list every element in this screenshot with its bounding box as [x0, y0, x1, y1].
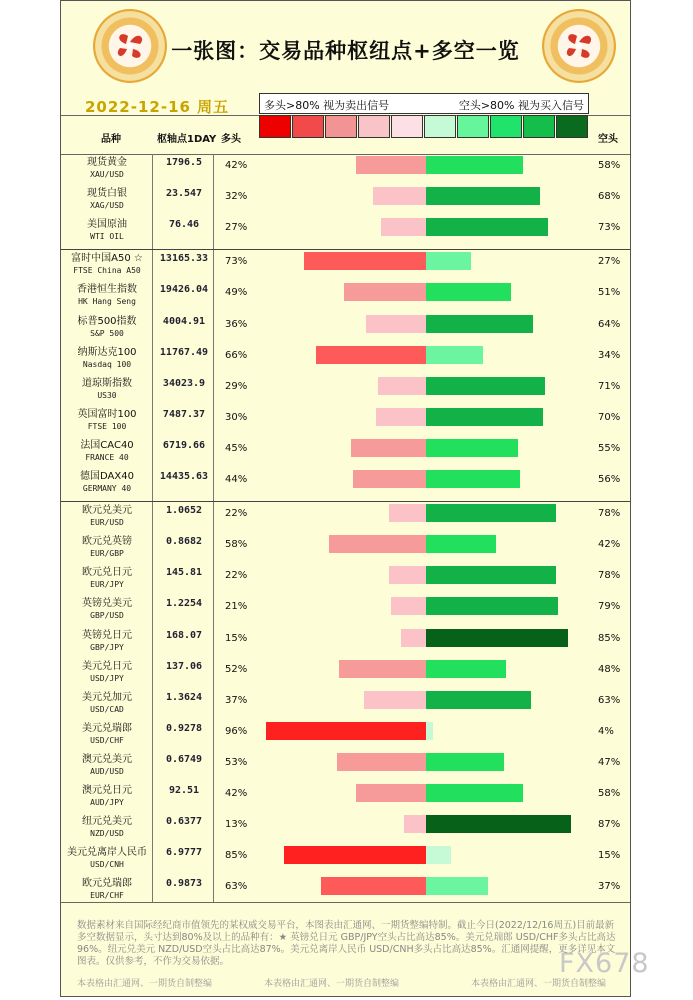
- instrument-code: GBP/USD: [90, 611, 124, 621]
- instrument-name: [65, 440, 149, 464]
- bear-bar: [426, 252, 471, 270]
- bear-bar: [426, 815, 571, 833]
- bull-bar: [353, 470, 426, 488]
- instrument-name: [65, 754, 149, 778]
- table-row: [61, 752, 632, 783]
- bear-bar: [426, 691, 531, 709]
- bull-percent-label: 27%: [225, 222, 248, 234]
- instrument-cn: 澳元兑日元: [82, 785, 132, 796]
- instrument-code: XAG/USD: [90, 201, 124, 211]
- divider: [61, 902, 630, 903]
- group-divider: [61, 249, 630, 250]
- pivot-value: 168.07: [165, 629, 203, 641]
- instrument-cn: 美国原油: [87, 219, 127, 231]
- instrument-cn: 美元兑离岸人民币: [67, 847, 147, 859]
- bear-bar: [426, 877, 488, 895]
- bear-bar: [426, 156, 523, 174]
- pivot-value: 4004.91: [162, 315, 206, 327]
- bear-bar: [426, 566, 556, 584]
- pivot-value: 0.9278: [165, 722, 203, 734]
- bull-percent-label: 73%: [225, 256, 248, 268]
- bull-percent-label: 32%: [225, 191, 248, 203]
- instrument-cn: 现货黄金: [87, 157, 127, 168]
- instrument-name: [65, 157, 149, 181]
- bull-bar: [376, 408, 426, 426]
- table-row: [61, 628, 632, 659]
- instrument-code: FTSE China A50: [73, 266, 141, 276]
- report-date: 2022-12-16 周五: [85, 98, 230, 116]
- instrument-cn: 英镑兑美元: [82, 598, 132, 610]
- bear-bar: [426, 597, 558, 615]
- instrument-name: [65, 505, 149, 529]
- instrument-code: S&P 500: [90, 328, 124, 338]
- table-row: [61, 534, 632, 565]
- credit-3: 本表格由汇通网、一期货自制整编: [471, 979, 607, 989]
- instrument-code: US30: [97, 390, 117, 400]
- pivot-value: 0.6377: [165, 816, 203, 828]
- instrument-name: [65, 816, 149, 840]
- instrument-code: AUD/JPY: [90, 798, 124, 807]
- instrument-name: [65, 188, 149, 212]
- instrument-code: HK Hang Seng: [78, 297, 136, 307]
- pivot-value: 34023.9: [162, 377, 206, 389]
- bear-percent-label: 42%: [598, 539, 621, 551]
- bull-percent-label: 15%: [225, 632, 248, 644]
- instrument-cn: 美元兑瑞郎: [82, 722, 132, 734]
- credit-1: 本表格由汇通网、一期货自制整编: [77, 979, 213, 989]
- bear-bar: [426, 504, 556, 522]
- table-row: [61, 251, 632, 282]
- pivot-value: 137.06: [165, 660, 203, 672]
- instrument-cn: 美元兑日元: [82, 660, 132, 672]
- instrument-code: XAU/USD: [90, 170, 124, 179]
- pivot-value: 6.9777: [165, 847, 203, 859]
- legend-bull-text: 多头>80% 视为卖出信号: [264, 99, 390, 112]
- bull-percent-label: 53%: [225, 756, 248, 768]
- bear-percent-label: 58%: [598, 788, 621, 799]
- bear-percent-label: 34%: [598, 349, 621, 361]
- instrument-cn: 富时中国A50 ☆: [71, 253, 143, 265]
- pivot-value: 145.81: [165, 567, 203, 579]
- instrument-code: AUD/USD: [90, 766, 124, 776]
- header-bull: 多头: [221, 134, 241, 145]
- bear-percent-label: 70%: [598, 411, 621, 423]
- pivot-value: 76.46: [168, 219, 200, 231]
- bull-percent-label: 49%: [225, 287, 248, 299]
- bull-percent-label: 63%: [225, 881, 248, 893]
- bear-bar: [426, 408, 543, 426]
- instrument-cn: 纳斯达克100: [77, 346, 137, 358]
- bull-bar: [304, 252, 426, 270]
- bear-bar: [426, 315, 533, 333]
- table-row: [61, 314, 632, 345]
- chart-title: 一张图：交易品种枢纽点+多空一览: [171, 39, 520, 63]
- instrument-name: [65, 785, 149, 809]
- bull-bar: [366, 315, 426, 333]
- signal-legend: [259, 93, 589, 114]
- instrument-name: [65, 471, 149, 495]
- instrument-code: USD/JPY: [90, 673, 124, 683]
- pivot-value: 23.547: [165, 188, 203, 200]
- scale-cell: [358, 115, 390, 138]
- legend-bear-text: 空头>80% 视为买入信号: [458, 99, 584, 112]
- bull-percent-label: 22%: [225, 508, 248, 520]
- table-row: [61, 186, 632, 217]
- bull-bar: [381, 218, 426, 236]
- bear-percent-label: 55%: [598, 442, 621, 454]
- bear-bar: [426, 535, 496, 553]
- bear-bar: [426, 722, 433, 740]
- instrument-cn: 道琼斯指数: [82, 377, 132, 389]
- bear-bar: [426, 784, 523, 802]
- bull-bar: [389, 504, 426, 522]
- instrument-cn: 香港恒生指数: [77, 284, 137, 296]
- instrument-code: WTI OIL: [90, 232, 124, 242]
- bear-percent-label: 71%: [598, 380, 621, 392]
- bear-percent-label: 27%: [598, 256, 621, 268]
- table-row: [61, 659, 632, 690]
- pivot-value: 13165.33: [159, 253, 209, 265]
- bull-bar: [266, 722, 426, 740]
- instrument-cn: 英国富时100: [77, 408, 137, 420]
- instrument-code: EUR/USD: [90, 518, 124, 528]
- bear-percent-label: 85%: [598, 632, 621, 644]
- instrument-cn: 标普500指数: [77, 315, 137, 327]
- pivot-value: 7487.37: [162, 408, 206, 420]
- scale-cell: [523, 115, 555, 138]
- instrument-code: GBP/JPY: [90, 642, 124, 652]
- group-divider: [61, 501, 630, 502]
- scale-cell: [325, 115, 357, 138]
- bear-percent-label: 78%: [598, 508, 621, 520]
- bull-bar: [337, 753, 426, 771]
- table-row: [61, 282, 632, 313]
- table-row: [61, 155, 632, 186]
- instrument-cn: 德国DAX40: [80, 471, 134, 482]
- bull-percent-label: 58%: [225, 539, 248, 551]
- bear-percent-label: 68%: [598, 191, 621, 203]
- table-row: [61, 596, 632, 627]
- instrument-name: [65, 253, 149, 277]
- instrument-code: EUR/CHF: [90, 891, 124, 901]
- instrument-name: [65, 692, 149, 716]
- instrument-code: FRANCE 40: [85, 452, 129, 462]
- instrument-cn: 欧元兑英镑: [82, 536, 132, 548]
- instrument-name: [65, 536, 149, 560]
- bull-bar: [391, 597, 426, 615]
- bear-percent-label: 78%: [598, 570, 621, 582]
- bull-percent-label: 96%: [225, 725, 248, 737]
- bull-percent-label: 21%: [225, 601, 248, 613]
- bear-bar: [426, 439, 518, 457]
- bull-bar: [364, 691, 426, 709]
- pivot-value: 1.2254: [165, 598, 203, 610]
- instrument-cn: 现货白银: [87, 188, 127, 200]
- bear-bar: [426, 629, 568, 647]
- bear-percent-label: 48%: [598, 663, 621, 675]
- chart-card: [60, 0, 631, 997]
- bull-bar: [356, 156, 426, 174]
- instrument-code: EUR/JPY: [90, 580, 124, 590]
- table-row: [61, 721, 632, 752]
- instrument-code: FTSE 100: [87, 421, 127, 431]
- pivot-value: 0.6749: [165, 753, 203, 765]
- bull-bar: [356, 784, 426, 802]
- bull-bar: [344, 283, 426, 301]
- instrument-code: NZD/USD: [90, 829, 124, 839]
- instrument-name: [65, 567, 149, 591]
- instrument-code: USD/CNH: [90, 860, 124, 870]
- bull-percent-label: 45%: [225, 442, 248, 454]
- bull-percent-label: 29%: [225, 380, 248, 392]
- table-row: [61, 345, 632, 376]
- scale-cell: [556, 115, 588, 138]
- pivot-value: 0.9873: [165, 878, 203, 890]
- color-scale: [259, 115, 589, 139]
- scale-cell: [457, 115, 489, 138]
- pivot-value: 0.8682: [165, 536, 203, 548]
- instrument-name: [65, 847, 149, 871]
- bull-percent-label: 37%: [225, 694, 248, 706]
- bull-bar: [389, 566, 426, 584]
- bear-percent-label: 51%: [598, 287, 621, 299]
- pivot-value: 1.0652: [165, 505, 203, 517]
- instrument-name: [65, 630, 149, 654]
- instrument-name: [65, 219, 149, 243]
- instrument-name: [65, 316, 149, 340]
- instrument-cn: 欧元兑美元: [82, 505, 132, 517]
- header-pivot: 枢轴点1DAY: [157, 134, 217, 145]
- header-bear: 空头: [598, 134, 618, 145]
- bear-percent-label: 64%: [598, 318, 621, 330]
- bull-percent-label: 42%: [225, 160, 248, 171]
- bull-bar: [401, 629, 426, 647]
- instrument-cn: 美元兑加元: [82, 691, 132, 703]
- bear-bar: [426, 846, 451, 864]
- table-row: [61, 376, 632, 407]
- table-row: [61, 690, 632, 721]
- bear-percent-label: 63%: [598, 694, 621, 706]
- instrument-name: [65, 723, 149, 747]
- scale-cell: [490, 115, 522, 138]
- bull-bar: [339, 660, 426, 678]
- pivot-value: 92.51: [168, 785, 200, 796]
- credit-2: 本表格由汇通网、一期货自制整编: [264, 979, 400, 989]
- bull-bar: [373, 187, 426, 205]
- instrument-code: USD/CHF: [90, 735, 124, 745]
- instrument-name: [65, 878, 149, 902]
- instrument-cn: 欧元兑瑞郎: [82, 878, 132, 890]
- instrument-cn: 澳元兑美元: [82, 753, 132, 765]
- table-row: [61, 814, 632, 845]
- bull-percent-label: 36%: [225, 318, 248, 330]
- instrument-cn: 纽元兑美元: [82, 816, 132, 828]
- header-instrument: 品种: [101, 134, 121, 145]
- bull-percent-label: 52%: [225, 663, 248, 675]
- scale-cell: [259, 115, 291, 138]
- table-row: [61, 503, 632, 534]
- bear-percent-label: 15%: [598, 850, 621, 862]
- bull-bar: [284, 846, 426, 864]
- bull-bar: [351, 439, 426, 457]
- instrument-name: [65, 284, 149, 308]
- bull-percent-label: 13%: [225, 819, 248, 831]
- instrument-name: [65, 598, 149, 622]
- instrument-name: [65, 661, 149, 685]
- pivot-value: 11767.49: [159, 346, 209, 358]
- bull-percent-label: 85%: [225, 850, 248, 862]
- instrument-cn: 英镑兑日元: [82, 629, 132, 641]
- bull-percent-label: 30%: [225, 411, 248, 423]
- scale-cell: [391, 115, 423, 138]
- bull-bar: [404, 815, 426, 833]
- instrument-code: EUR/GBP: [90, 549, 124, 559]
- scale-cell: [424, 115, 456, 138]
- pivot-value: 6719.66: [162, 439, 206, 451]
- bull-percent-label: 44%: [225, 474, 248, 485]
- table-row: [61, 438, 632, 469]
- bear-percent-label: 56%: [598, 474, 621, 485]
- bear-bar: [426, 377, 545, 395]
- bull-bar: [378, 377, 426, 395]
- pivot-value: 14435.63: [159, 471, 209, 482]
- bear-percent-label: 73%: [598, 222, 621, 234]
- instrument-cn: 法国CAC40: [80, 439, 134, 451]
- footer-note: 数据素材来自国际经纪商市值领先的某权威交易平台，本图表由汇通网、一期货整编特制。截止今日(2022/12/16周五)目前最新多空数据显示，头寸达到80%及以上的品种有：★ 英镑兑日元 GBP/JPY空头占比高达85%。美元兑瑞郎 USD/CHF多头占比高达96%。纽元兑美元 NZD/USD空头占比高达87%。美元兑离岸人民币 USD/CNH多头占比高达85%。汇通网提醒，更多详见本文图表。仅供参考，不作为交易依据。: [77, 920, 616, 967]
- table-row: [61, 845, 632, 876]
- bear-bar: [426, 660, 506, 678]
- bear-bar: [426, 470, 520, 488]
- bear-percent-label: 4%: [598, 725, 614, 737]
- watermark: FX678: [559, 948, 650, 979]
- bull-percent-label: 66%: [225, 349, 248, 361]
- bear-bar: [426, 218, 548, 236]
- instrument-cn: 欧元兑日元: [82, 567, 132, 579]
- bull-bar: [316, 346, 426, 364]
- bear-bar: [426, 283, 511, 301]
- scale-cell: [292, 115, 324, 138]
- bear-percent-label: 87%: [598, 819, 621, 831]
- bear-percent-label: 79%: [598, 601, 621, 613]
- instrument-name: [65, 347, 149, 371]
- pivot-value: 1796.5: [165, 157, 203, 168]
- instrument-code: USD/CAD: [90, 704, 124, 714]
- pivot-value: 1.3624: [165, 691, 203, 703]
- bull-bar: [329, 535, 426, 553]
- table-row: [61, 407, 632, 438]
- bear-bar: [426, 346, 483, 364]
- bear-percent-label: 47%: [598, 756, 621, 768]
- instrument-name: [65, 378, 149, 402]
- table-row: [61, 469, 632, 500]
- table-row: [61, 565, 632, 596]
- instrument-name: [65, 409, 149, 433]
- bull-bar: [321, 877, 426, 895]
- bull-percent-label: 22%: [225, 570, 248, 582]
- bull-percent-label: 42%: [225, 788, 248, 799]
- instrument-code: Nasdaq 100: [82, 359, 132, 369]
- table-row: [61, 783, 632, 814]
- bear-percent-label: 58%: [598, 160, 621, 171]
- pivot-value: 19426.04: [159, 284, 209, 296]
- table-row: [61, 217, 632, 248]
- bear-bar: [426, 753, 504, 771]
- bear-percent-label: 37%: [598, 881, 621, 893]
- instrument-code: GERMANY 40: [82, 484, 132, 493]
- bear-bar: [426, 187, 540, 205]
